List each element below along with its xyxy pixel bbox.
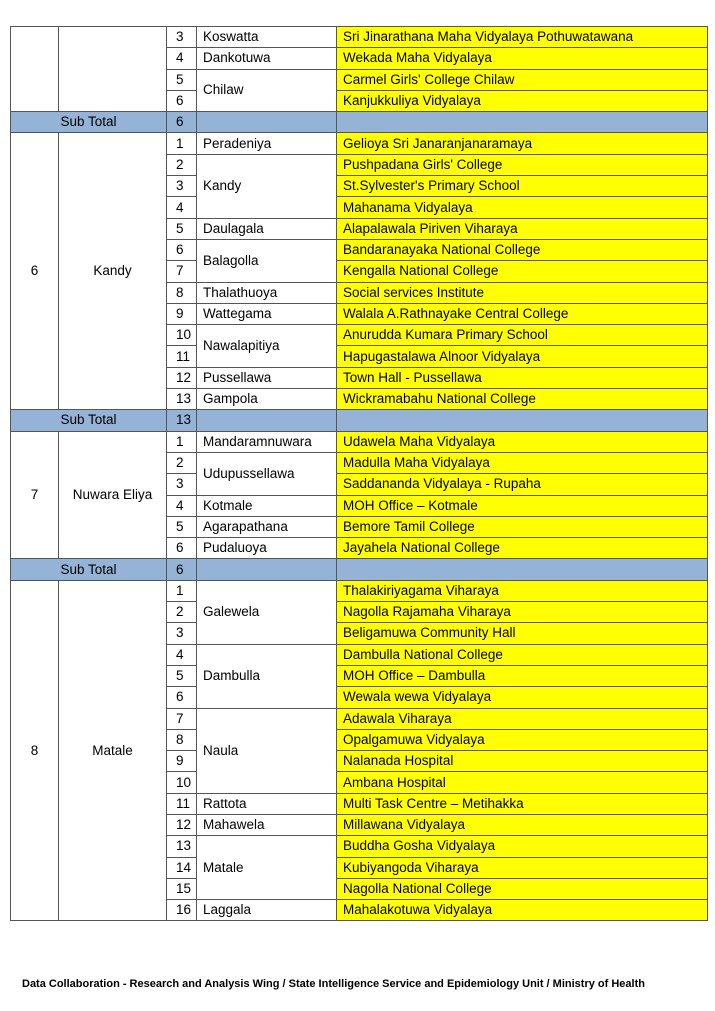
row-number-cell: 3 <box>167 27 197 48</box>
row-number-cell: 6 <box>167 538 197 559</box>
row-number-cell: 9 <box>167 751 197 772</box>
moh-area-cell: Peradeniya <box>197 133 337 154</box>
row-number-cell: 4 <box>167 644 197 665</box>
moh-area-cell: Chilaw <box>197 69 337 112</box>
row-number-cell: 1 <box>167 580 197 601</box>
venue-cell: Kanjukkuliya Vidyalaya <box>337 90 708 111</box>
venue-cell: Nagolla Rajamaha Viharaya <box>337 602 708 623</box>
moh-area-cell: Daulagala <box>197 218 337 239</box>
row-number-cell: 3 <box>167 176 197 197</box>
row-number-cell: 2 <box>167 154 197 175</box>
row-number-cell: 4 <box>167 495 197 516</box>
venue-cell: Udawela Maha Vidyalaya <box>337 431 708 452</box>
venue-cell: Beligamuwa Community Hall <box>337 623 708 644</box>
venue-cell: Jayahela National College <box>337 538 708 559</box>
row-number-cell: 4 <box>167 197 197 218</box>
venue-cell: Wewala wewa Vidyalaya <box>337 687 708 708</box>
subtotal-label: Sub Total <box>11 112 167 133</box>
moh-area-cell: Dankotuwa <box>197 48 337 69</box>
row-number-cell: 13 <box>167 836 197 857</box>
row-number-cell: 15 <box>167 878 197 899</box>
row-number-cell: 9 <box>167 303 197 324</box>
table-row <box>11 27 708 48</box>
row-number-cell: 11 <box>167 346 197 367</box>
venue-cell: Wekada Maha Vidyalaya <box>337 48 708 69</box>
row-number-cell: 6 <box>167 90 197 111</box>
subtotal-empty-cell <box>197 559 337 580</box>
venue-cell: Saddananda Vidyalaya - Rupaha <box>337 474 708 495</box>
venue-cell: Nalanada Hospital <box>337 751 708 772</box>
venue-cell: Adawala Viharaya <box>337 708 708 729</box>
table-row <box>11 431 708 452</box>
row-number-cell: 6 <box>167 239 197 260</box>
venue-cell: Walala A.Rathnayake Central College <box>337 303 708 324</box>
district-number-cell: 8 <box>11 580 59 921</box>
venue-cell: Mahalakotuwa Vidyalaya <box>337 900 708 921</box>
venue-cell: Mahanama Vidyalaya <box>337 197 708 218</box>
row-number-cell: 4 <box>167 48 197 69</box>
moh-area-cell: Pudaluoya <box>197 538 337 559</box>
subtotal-row <box>11 559 708 580</box>
venue-cell: Social services Institute <box>337 282 708 303</box>
venue-cell: Town Hall - Pussellawa <box>337 367 708 388</box>
district-name-cell: Matale <box>59 580 167 921</box>
district-name-cell: Kandy <box>59 133 167 410</box>
moh-area-cell: Matale <box>197 836 337 900</box>
venue-cell: Madulla Maha Vidyalaya <box>337 452 708 473</box>
subtotal-empty-cell <box>337 410 708 431</box>
district-name-cell <box>59 27 167 112</box>
subtotal-empty-cell <box>337 112 708 133</box>
row-number-cell: 7 <box>167 261 197 282</box>
moh-area-cell: Naula <box>197 708 337 793</box>
moh-area-cell: Rattota <box>197 793 337 814</box>
venue-cell: Hapugastalawa Alnoor Vidyalaya <box>337 346 708 367</box>
venue-cell: Kubiyangoda Viharaya <box>337 857 708 878</box>
moh-area-cell: Thalathuoya <box>197 282 337 303</box>
subtotal-label: Sub Total <box>11 410 167 431</box>
venue-cell: Pushpadana Girls' College <box>337 154 708 175</box>
district-number-cell <box>11 27 59 112</box>
footer-credits: Data Collaboration - Research and Analysis Wing / State Intelligence Service and Epidemiology Unit / Ministry of Health <box>22 978 645 990</box>
row-number-cell: 10 <box>167 772 197 793</box>
subtotal-row <box>11 112 708 133</box>
moh-area-cell: Kandy <box>197 154 337 218</box>
venue-cell: Kengalla National College <box>337 261 708 282</box>
venue-cell: Bemore Tamil College <box>337 516 708 537</box>
row-number-cell: 3 <box>167 474 197 495</box>
venue-cell: Opalgamuwa Vidyalaya <box>337 729 708 750</box>
vaccination-centres-table <box>10 26 708 921</box>
venue-cell: Millawana Vidyalaya <box>337 814 708 835</box>
venue-cell: Thalakiriyagama Viharaya <box>337 580 708 601</box>
subtotal-value: 6 <box>167 112 197 133</box>
row-number-cell: 5 <box>167 665 197 686</box>
row-number-cell: 11 <box>167 793 197 814</box>
venue-cell: Dambulla National College <box>337 644 708 665</box>
district-name-cell: Nuwara Eliya <box>59 431 167 559</box>
row-number-cell: 3 <box>167 623 197 644</box>
venue-cell: Multi Task Centre – Metihakka <box>337 793 708 814</box>
subtotal-empty-cell <box>197 112 337 133</box>
moh-area-cell: Koswatta <box>197 27 337 48</box>
venue-cell: Carmel Girls' College Chilaw <box>337 69 708 90</box>
subtotal-value: 13 <box>167 410 197 431</box>
row-number-cell: 2 <box>167 602 197 623</box>
moh-area-cell: Mandaramnuwara <box>197 431 337 452</box>
venue-cell: Bandaranayaka National College <box>337 239 708 260</box>
venue-cell: Alapalawala Piriven Viharaya <box>337 218 708 239</box>
moh-area-cell: Agarapathana <box>197 516 337 537</box>
row-number-cell: 8 <box>167 282 197 303</box>
row-number-cell: 1 <box>167 431 197 452</box>
moh-area-cell: Galewela <box>197 580 337 644</box>
moh-area-cell: Wattegama <box>197 303 337 324</box>
venue-cell: Nagolla National College <box>337 878 708 899</box>
table-row <box>11 133 708 154</box>
subtotal-value: 6 <box>167 559 197 580</box>
venue-cell: MOH Office – Kotmale <box>337 495 708 516</box>
row-number-cell: 6 <box>167 687 197 708</box>
row-number-cell: 5 <box>167 516 197 537</box>
subtotal-empty-cell <box>337 559 708 580</box>
table-row <box>11 580 708 601</box>
subtotal-empty-cell <box>197 410 337 431</box>
venue-cell: Anurudda Kumara Primary School <box>337 325 708 346</box>
venue-cell: Gelioya Sri Janaranjanaramaya <box>337 133 708 154</box>
row-number-cell: 14 <box>167 857 197 878</box>
row-number-cell: 5 <box>167 69 197 90</box>
row-number-cell: 7 <box>167 708 197 729</box>
district-number-cell: 7 <box>11 431 59 559</box>
moh-area-cell: Balagolla <box>197 239 337 282</box>
row-number-cell: 2 <box>167 452 197 473</box>
moh-area-cell: Dambulla <box>197 644 337 708</box>
subtotal-row <box>11 410 708 431</box>
subtotal-label: Sub Total <box>11 559 167 580</box>
moh-area-cell: Laggala <box>197 900 337 921</box>
venue-cell: Wickramabahu National College <box>337 389 708 410</box>
venue-cell: Buddha Gosha Vidyalaya <box>337 836 708 857</box>
moh-area-cell: Mahawela <box>197 814 337 835</box>
venue-cell: Sri Jinarathana Maha Vidyalaya Pothuwatawana <box>337 27 708 48</box>
moh-area-cell: Kotmale <box>197 495 337 516</box>
row-number-cell: 12 <box>167 367 197 388</box>
moh-area-cell: Pussellawa <box>197 367 337 388</box>
moh-area-cell: Gampola <box>197 389 337 410</box>
district-number-cell: 6 <box>11 133 59 410</box>
row-number-cell: 16 <box>167 900 197 921</box>
venue-cell: St.Sylvester's Primary School <box>337 176 708 197</box>
venue-cell: Ambana Hospital <box>337 772 708 793</box>
row-number-cell: 10 <box>167 325 197 346</box>
row-number-cell: 5 <box>167 218 197 239</box>
row-number-cell: 8 <box>167 729 197 750</box>
row-number-cell: 12 <box>167 814 197 835</box>
row-number-cell: 13 <box>167 389 197 410</box>
moh-area-cell: Udupussellawa <box>197 452 337 495</box>
moh-area-cell: Nawalapitiya <box>197 325 337 368</box>
venue-cell: MOH Office – Dambulla <box>337 665 708 686</box>
row-number-cell: 1 <box>167 133 197 154</box>
